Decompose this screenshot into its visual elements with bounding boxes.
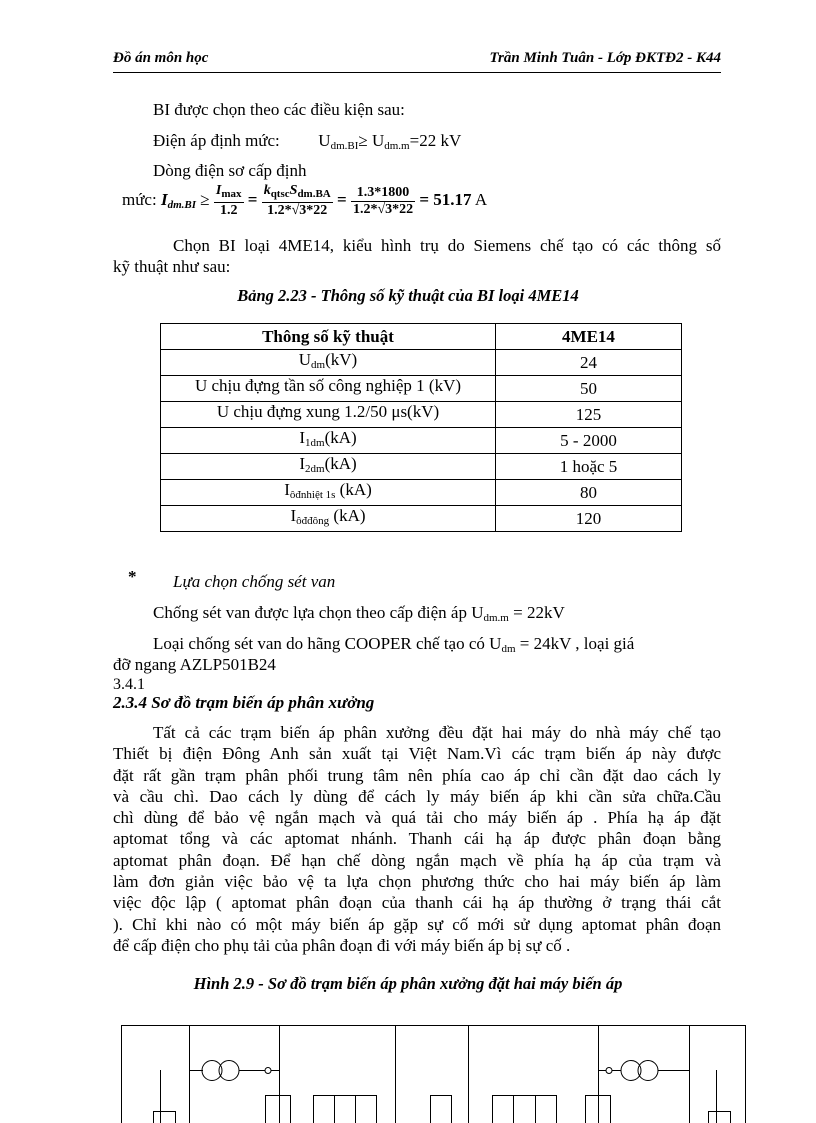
table-cell-value: 1 hoặc 5 bbox=[496, 454, 682, 480]
section-heading: 2.3.4 Sơ đồ trạm biến áp phân xưởng bbox=[113, 693, 375, 712]
current-formula-line bbox=[122, 180, 487, 224]
breaker-box-right bbox=[709, 1112, 731, 1123]
formula-i-dm-sub: dm.BI bbox=[167, 199, 197, 211]
rated-voltage-value: =22 kV bbox=[409, 131, 462, 150]
rated-voltage-label: Điện áp định mức: bbox=[153, 131, 280, 150]
formula-i-dm: I bbox=[160, 190, 168, 209]
breaker-node-right bbox=[606, 1068, 612, 1074]
table-row bbox=[161, 350, 682, 376]
f2-num: k bbox=[263, 183, 271, 199]
paragraph-line: aptomat tổng và các aptomat nhánh. Thanh cái hạ áp được phân đoạn bằng bbox=[113, 829, 721, 849]
diagram-frame bbox=[122, 1026, 746, 1123]
table-header-value: 4ME14 bbox=[496, 324, 682, 350]
table-row bbox=[161, 402, 682, 428]
table-row bbox=[161, 480, 682, 506]
table-cell-param: $I_{1dm}(kA)$ bbox=[161, 428, 496, 454]
paragraph-line: để cấp điện cho phụ tải của phân đoạn đi với máy biến áp bị sự cố . bbox=[113, 935, 571, 955]
table-cell-value: 80 bbox=[496, 480, 682, 506]
breaker-box-left bbox=[154, 1112, 176, 1123]
formula-geq: ≥ bbox=[200, 190, 210, 209]
table-row bbox=[161, 428, 682, 454]
table-row bbox=[161, 454, 682, 480]
f1-num-sub: max bbox=[221, 188, 242, 201]
paragraph-line: làm đơn giản việc bảo vệ ta lựa chọn phương thức cho hai máy biến áp làm bbox=[113, 872, 721, 892]
table-cell-param: $I_{ôđnhiệt 1s}$ (kA) bbox=[161, 480, 496, 506]
current-label-2: mức: bbox=[122, 190, 157, 209]
table-cell-value: 120 bbox=[496, 506, 682, 532]
f3-den: 1.2*√3*22 bbox=[352, 201, 414, 217]
table-row bbox=[161, 506, 682, 532]
spec-table bbox=[160, 323, 682, 532]
rated-voltage-rel: ≥ U bbox=[358, 131, 385, 150]
formula-eq-1: = bbox=[247, 190, 258, 209]
table-cell-param: $I_{2dm}(kA)$ bbox=[161, 454, 496, 480]
paragraph-line: ). Chỉ khi nào có một máy biến áp gặp sự cố mới sử dụng aptomat phân đoạn bbox=[113, 914, 721, 934]
rated-voltage-line bbox=[153, 130, 461, 157]
table-header-param: Thông số kỹ thuật bbox=[161, 324, 496, 350]
formula-result: = 51.17 bbox=[419, 190, 472, 209]
arrester-line-2: Loại chống sét van do hãng COOPER chế tạo có $U_{dm} = 24kV$ , loại giá bbox=[153, 634, 635, 655]
f2-den: 1.2*√3*22 bbox=[267, 203, 328, 219]
formula-fraction-1 bbox=[214, 183, 244, 219]
select-line-2: kỹ thuật như sau: bbox=[113, 257, 231, 276]
table-cell-param: $U_{dm}(kV)$ bbox=[161, 350, 496, 376]
f1-num: I bbox=[215, 183, 222, 199]
f2-num2-sub: dm.BA bbox=[297, 188, 331, 201]
table-cell-value: 24 bbox=[496, 350, 682, 376]
select-line-1: Chọn BI loại 4ME14, kiểu hình trụ do Siemens chế tạo có các thông số bbox=[173, 236, 721, 255]
section-paragraph bbox=[113, 722, 721, 956]
breaker-node-left bbox=[265, 1068, 271, 1074]
arrester-bullet: * bbox=[128, 567, 137, 586]
table-cell-value: 125 bbox=[496, 402, 682, 428]
table-cell-param: $I_{ôđđông}$ (kA) bbox=[161, 506, 496, 532]
stray-number: 3.4.1 bbox=[113, 676, 145, 693]
table-cell-param: U chịu đựng tần số công nghiệp 1 (kV) bbox=[161, 376, 496, 402]
paragraph-line: Thiết bị điện Đông Anh sản xuất tại Việt Nam.Vì các trạm biến áp này được bbox=[113, 744, 721, 764]
formula-fraction-2 bbox=[262, 183, 333, 219]
f1-den: 1.2 bbox=[219, 203, 238, 219]
header-left: Đồ án môn học bbox=[113, 50, 209, 66]
substation-diagram bbox=[0, 1015, 816, 1123]
page-header bbox=[113, 50, 721, 73]
table-header-row bbox=[161, 324, 682, 350]
rated-voltage-rhs-sub: dm.m bbox=[384, 140, 410, 152]
intro-line-1: BI được chọn theo các điều kiện sau: bbox=[153, 100, 405, 119]
current-label-1: Dòng điện sơ cấp định bbox=[153, 161, 307, 180]
rated-voltage-lhs: U bbox=[318, 131, 331, 150]
table-row bbox=[161, 376, 682, 402]
formula-eq-2: = bbox=[337, 190, 347, 209]
paragraph-line: chì dùng để bảo vệ ngắn mạch và quá tải cho máy biến áp . Phía hạ áp đặt bbox=[113, 808, 721, 828]
arrester-title: Lựa chọn chống sét van bbox=[173, 572, 336, 591]
rated-voltage-lhs-sub: dm.BI bbox=[330, 140, 359, 152]
paragraph-line: và cầu chì. Dao cách ly dùng để cách ly máy biến áp khi cần sửa chữa.Cầu bbox=[113, 786, 721, 806]
f3-num: 1.3*1800 bbox=[351, 185, 415, 202]
table-cell-param: U chịu đựng xung 1.2/50 μs(kV) bbox=[161, 402, 496, 428]
paragraph-line: aptomat phân đoạn. Để hạn chế dòng ngắn mạch về phía hạ áp của trạm và bbox=[113, 850, 721, 870]
header-right: Trần Minh Tuân - Lớp ĐKTĐ2 - K44 bbox=[489, 50, 721, 66]
formula-fraction-3 bbox=[351, 185, 415, 218]
f2-num2: S bbox=[289, 183, 298, 199]
table-caption: Bảng 2.23 - Thông số kỹ thuật của BI loại 4ME14 bbox=[237, 286, 579, 305]
paragraph-line: đặt rất gần trạm phân phối trung tâm nên phía cao áp chỉ cần đặt dao cách ly bbox=[113, 765, 721, 785]
formula-unit: A bbox=[471, 190, 488, 209]
paragraph-line: việc độc lập ( aptomat phân đoạn của thanh cái hạ áp thường ở trạng thái cắt bbox=[113, 893, 721, 913]
arrester-line-3: đỡ ngang AZLP501B24 bbox=[113, 655, 276, 674]
f2-num-sub: qtsc bbox=[270, 188, 290, 201]
figure-caption: Hình 2.9 - Sơ đồ trạm biến áp phân xưởng đặt hai máy biến áp bbox=[193, 974, 623, 993]
table-cell-value: 50 bbox=[496, 376, 682, 402]
paragraph-line: Tất cả các trạm biến áp phân xưởng đều đặt hai máy do nhà máy chế tạo bbox=[153, 723, 721, 742]
table-cell-value: 5 - 2000 bbox=[496, 428, 682, 454]
arrester-line-1: Chống sét van được lựa chọn theo cấp điện áp $U_{dm.m} = 22kV$ bbox=[153, 603, 565, 624]
